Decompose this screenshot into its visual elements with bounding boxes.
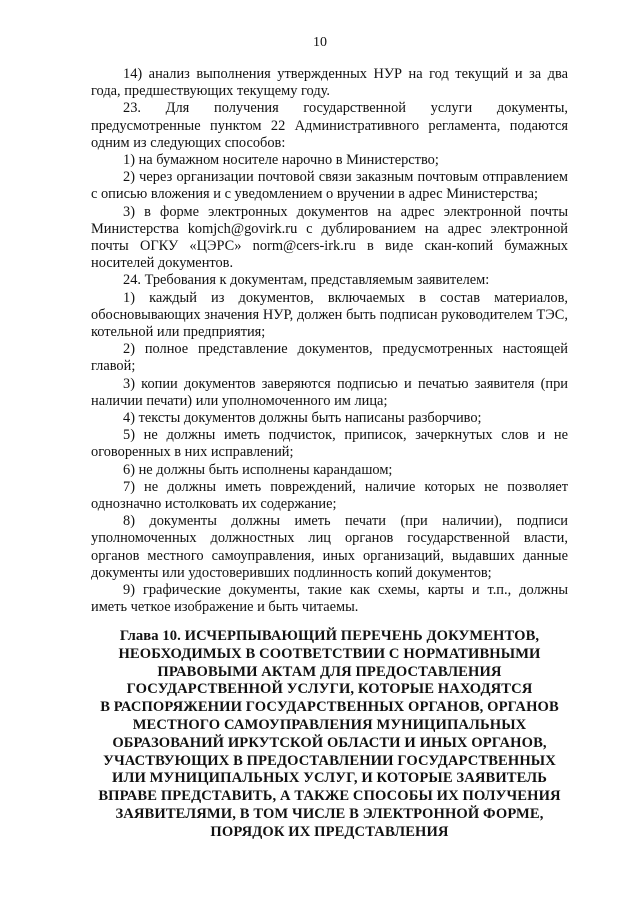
chapter-heading-line: ЗАЯВИТЕЛЯМИ, В ТОМ ЧИСЛЕ В ЭЛЕКТРОННОЙ ФОРМЕ, (115, 805, 544, 822)
paragraph-requirement-1: 1) каждый из документов, включаемых в состав материалов, обосновывающих значения НУР, должен быть подписан руководителем ТЭС, котельной или предприятия; (91, 289, 568, 341)
chapter-heading-line: ВПРАВЕ ПРЕДСТАВИТЬ, А ТАКЖЕ СПОСОБЫ ИХ ПОЛУЧЕНИЯ (98, 788, 561, 805)
paragraph-requirement-2: 2) полное представление документов, предусмотренных настоящей главой; (91, 341, 568, 375)
paragraph-section-23: 23. Для получения государственной услуги документы, предусмотренные пунктом 22 Административного регламента, подаются одним из следующих способов: (91, 100, 568, 151)
paragraph-requirement-3: 3) копии документов заверяются подписью и печатью заявителя (при наличии печати) или уполномоченного им лица; (91, 375, 568, 409)
paragraph-requirement-9: 9) графические документы, такие как схемы, карты и т.п., должны иметь четкое изображение и быть читаемы. (91, 582, 568, 616)
document-body (91, 66, 568, 617)
paragraph-section-24: 24. Требования к документам, представляемым заявителем: (123, 272, 490, 289)
paragraph-requirement-5: 5) не должны иметь подчисток, приписок, зачеркнутых слов и не оговоренных в них исправлений; (91, 427, 568, 461)
paragraph-requirement-4: 4) тексты документов должны быть написаны разборчиво; (123, 410, 482, 427)
chapter-heading-line: МЕСТНОГО САМОУПРАВЛЕНИЯ МУНИЦИПАЛЬНЫХ (132, 716, 527, 733)
paragraph-item-14: 14) анализ выполнения утвержденных НУР на год текущий и за два года, предшествующих текущему году. (91, 66, 568, 100)
paragraph-method-3: 3) в форме электронных документов на адрес электронной почты Министерства komjch@govirk.ru с дублированием на адрес электронной почты ОГКУ «ЦЭРС» norm@cers-irk.ru в виде скан-копий бумажных носителей документов. (91, 203, 568, 272)
chapter-heading-line: В РАСПОРЯЖЕНИИ ГОСУДАРСТВЕННЫХ ОРГАНОВ, ОРГАНОВ (100, 699, 559, 716)
chapter-heading-line: Глава 10. ИСЧЕРПЫВАЮЩИЙ ПЕРЕЧЕНЬ ДОКУМЕНТОВ, (119, 628, 540, 644)
chapter-heading-line: ГОСУДАРСТВЕННОЙ УСЛУГИ, КОТОРЫЕ НАХОДЯТСЯ (126, 681, 533, 698)
page-number: 10 (313, 35, 327, 50)
chapter-heading-line: ПОРЯДОК ИХ ПРЕДСТАВЛЕНИЯ (210, 823, 449, 840)
paragraph-method-1: 1) на бумажном носителе нарочно в Министерство; (123, 152, 439, 169)
chapter-heading (91, 628, 568, 842)
paragraph-method-2: 2) через организации почтовой связи заказным почтовым отправлением с описью вложения и с уведомлением о вручении в адрес Министерства; (91, 169, 568, 203)
chapter-heading-line: УЧАСТВУЮЩИХ В ПРЕДОСТАВЛЕНИИ ГОСУДАРСТВЕННЫХ (103, 752, 556, 769)
paragraph-requirement-7: 7) не должны иметь повреждений, наличие которых не позволяет однозначно истолковать их содержание; (91, 478, 568, 513)
paragraph-requirement-6: 6) не должны быть исполнены карандашом; (123, 461, 393, 478)
chapter-heading-line: ОБРАЗОВАНИЙ ИРКУТСКОЙ ОБЛАСТИ И ИНЫХ ОРГАНОВ, (112, 734, 547, 751)
paragraph-requirement-8: 8) документы должны иметь печати (при наличии), подписи уполномоченных должностных лиц органов государственной власти, органов местного самоуправления, иных организаций, выдавших данные документы или удостоверивших подлинность копий документов; (91, 513, 568, 581)
chapter-heading-line: ПРАВОВЫМИ АКТАМ ДЛЯ ПРЕДОСТАВЛЕНИЯ (157, 663, 502, 680)
chapter-heading-line: ИЛИ МУНИЦИПАЛЬНЫХ УСЛУГ, И КОТОРЫЕ ЗАЯВИТЕЛЬ (112, 770, 547, 787)
chapter-heading-line: НЕОБХОДИМЫХ В СООТВЕТСТВИИ С НОРМАТИВНЫМИ (118, 645, 541, 662)
